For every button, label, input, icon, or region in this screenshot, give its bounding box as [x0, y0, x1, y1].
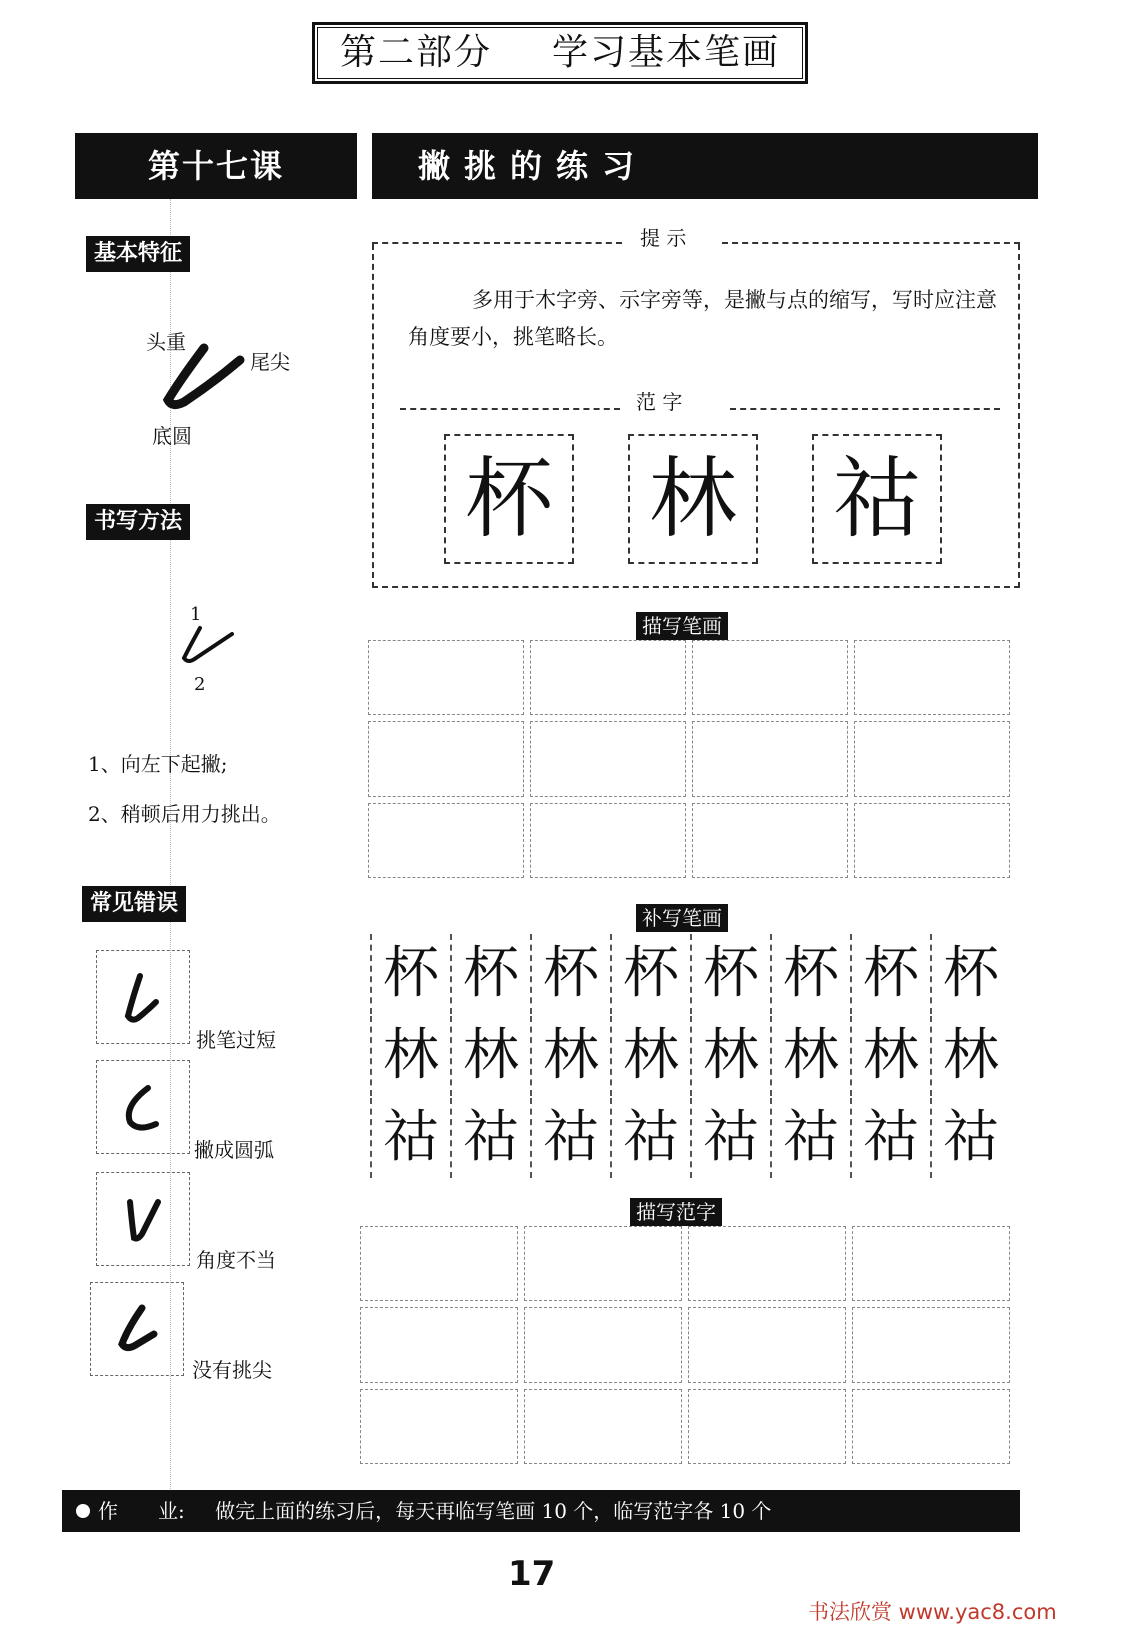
- example-char: 林: [634, 440, 752, 558]
- practice-char: 杯: [530, 934, 610, 1014]
- homework-bar: [62, 1490, 1020, 1532]
- writing-cell[interactable]: [692, 803, 848, 878]
- practice-char: 祜: [850, 1098, 930, 1178]
- practice-char: 杯: [690, 934, 770, 1014]
- practice-row: [370, 934, 1012, 1014]
- part-subject: 学习基本笔画: [552, 32, 781, 73]
- writing-cell[interactable]: [368, 721, 524, 796]
- practice-char: 林: [930, 1016, 1010, 1096]
- practice-char: 杯: [450, 934, 530, 1014]
- fill-stroke-label: 补写笔画: [636, 904, 728, 932]
- writing-cell[interactable]: [368, 803, 524, 878]
- method-step2: 2、稍顿后用力挑出。: [88, 802, 281, 826]
- feature-head-heavy: 头重: [146, 330, 186, 354]
- practice-char: 杯: [850, 934, 930, 1014]
- method-step1: 1、向左下起撇;: [88, 752, 228, 776]
- practice-char: 林: [770, 1016, 850, 1096]
- watermark: 书法欣赏 www.yac8.com: [808, 1600, 1057, 1624]
- trace-stroke-grid[interactable]: [368, 640, 1016, 884]
- writing-cell[interactable]: [524, 1226, 682, 1301]
- errors-label: 常见错误: [82, 886, 186, 922]
- writing-cell[interactable]: [852, 1389, 1010, 1464]
- practice-char: 林: [530, 1016, 610, 1096]
- writing-cell[interactable]: [524, 1389, 682, 1464]
- writing-cell[interactable]: [360, 1389, 518, 1464]
- homework-text: 做完上面的练习后，每天再临写笔画 10 个，临写范字各 10 个: [215, 1499, 772, 1523]
- practice-char: 林: [610, 1016, 690, 1096]
- practice-char: 祜: [930, 1098, 1010, 1178]
- practice-char: 杯: [770, 934, 850, 1014]
- part-number: 第二部分: [339, 32, 492, 73]
- writing-cell[interactable]: [360, 1307, 518, 1382]
- writing-cell[interactable]: [360, 1226, 518, 1301]
- practice-char: 林: [370, 1016, 450, 1096]
- practice-char: 祜: [530, 1098, 610, 1178]
- practice-char: 祜: [770, 1098, 850, 1178]
- page-number: 17: [508, 1554, 556, 1594]
- bullet-icon: [76, 1504, 90, 1518]
- writing-cell[interactable]: [688, 1307, 846, 1382]
- practice-char: 林: [450, 1016, 530, 1096]
- writing-cell[interactable]: [368, 640, 524, 715]
- practice-char: 杯: [610, 934, 690, 1014]
- step1-number: 1: [190, 604, 202, 625]
- writing-cell[interactable]: [854, 803, 1010, 878]
- practice-char: 林: [850, 1016, 930, 1096]
- stroke-illustration-icon: [158, 342, 248, 412]
- mistake-angle-stroke-icon: [118, 1196, 168, 1256]
- feature-tail-sharp: 尾尖: [250, 350, 290, 374]
- trace-char-grid[interactable]: [360, 1226, 1016, 1470]
- practice-char: 祜: [610, 1098, 690, 1178]
- writing-cell[interactable]: [852, 1226, 1010, 1301]
- practice-char: 祜: [450, 1098, 530, 1178]
- trace-stroke-label: 描写笔画: [636, 612, 728, 640]
- practice-char: 杯: [930, 934, 1010, 1014]
- writing-cell[interactable]: [530, 721, 686, 796]
- homework-label: 作 业:: [98, 1499, 185, 1523]
- lesson-topic: 撇挑的练习: [372, 133, 1038, 199]
- practice-char: 祜: [690, 1098, 770, 1178]
- writing-cell[interactable]: [854, 721, 1010, 796]
- mistake-arc-stroke-icon: [118, 1082, 168, 1142]
- part-title: [312, 22, 808, 84]
- feature-bottom-round: 底圆: [152, 424, 192, 448]
- trace-char-label: 描写范字: [630, 1198, 722, 1226]
- writing-cell[interactable]: [852, 1307, 1010, 1382]
- features-label: 基本特征: [86, 236, 190, 272]
- stroke-method-icon: [178, 624, 238, 668]
- mistake-blunt-stroke-icon: [114, 1302, 164, 1362]
- example-char: 杯: [450, 440, 568, 558]
- practice-char: 林: [690, 1016, 770, 1096]
- writing-cell[interactable]: [692, 640, 848, 715]
- mistake-short-stroke-icon: [118, 970, 168, 1030]
- mistake-label: 撇成圆弧: [194, 1138, 274, 1162]
- practice-row: [370, 1098, 1012, 1178]
- writing-cell[interactable]: [688, 1226, 846, 1301]
- mistake-label: 角度不当: [196, 1248, 276, 1272]
- mistake-label: 挑笔过短: [196, 1028, 276, 1052]
- example-heading: 范 字: [636, 390, 683, 414]
- example-heading-row: [400, 386, 1000, 416]
- lesson-number: 第十七课: [75, 133, 357, 199]
- practice-char: 祜: [370, 1098, 450, 1178]
- practice-row: [370, 1016, 1012, 1096]
- method-label: 书写方法: [86, 504, 190, 540]
- writing-cell[interactable]: [692, 721, 848, 796]
- step2-number: 2: [194, 674, 206, 695]
- tip-heading: 提 示: [640, 226, 687, 250]
- mistake-label: 没有挑尖: [192, 1358, 272, 1382]
- tip-text: 多用于木字旁、示字旁等，是撇与点的缩写，写时应注意角度要小，挑笔略长。: [408, 288, 997, 349]
- writing-cell[interactable]: [530, 803, 686, 878]
- writing-cell[interactable]: [524, 1307, 682, 1382]
- writing-cell[interactable]: [688, 1389, 846, 1464]
- writing-cell[interactable]: [854, 640, 1010, 715]
- practice-char: 杯: [370, 934, 450, 1014]
- writing-cell[interactable]: [530, 640, 686, 715]
- example-char: 祜: [818, 440, 936, 558]
